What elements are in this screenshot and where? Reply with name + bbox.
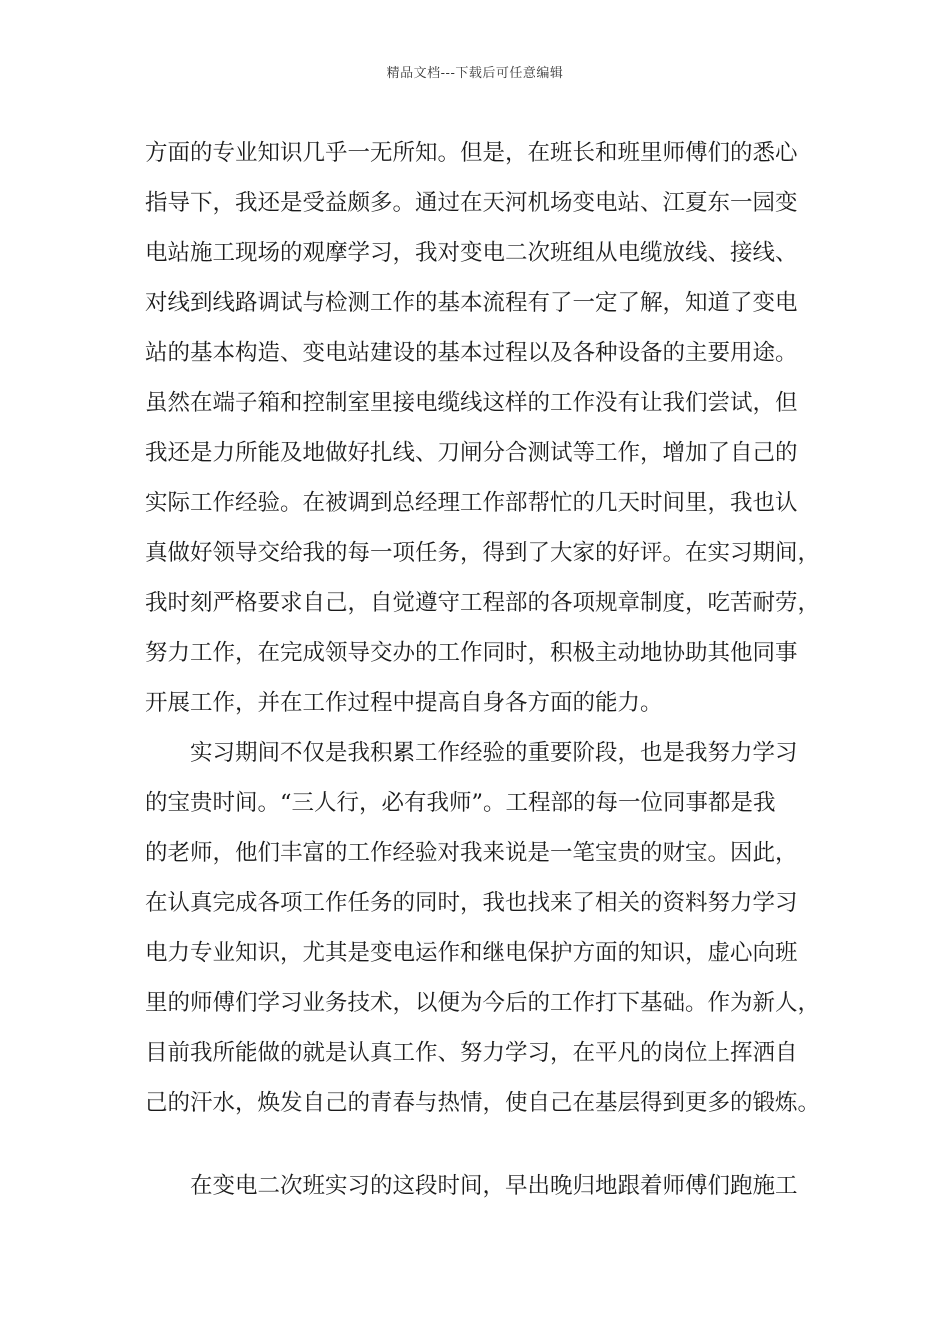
text-line: 我还是力所能及地做好扎线、刀闸分合测试等工作，增加了自己的 [145,440,798,466]
text-line: 己的汗水，焕发自己的青春与热情，使自己在基层得到更多的锻炼。 [145,1090,821,1116]
text-line: 电力专业知识，尤其是变电运作和继电保护方面的知识，虚心向班 [145,940,798,966]
paragraph-1 [145,128,825,728]
text-line: 我时刻严格要求自己，自觉遵守工程部的各项规章制度，吃苦耐劳， [145,590,821,616]
text-line: 电站施工现场的观摩学习，我对变电二次班组从电缆放线、接线、 [145,240,798,266]
text-line: 里的师傅们学习业务技术，以便为今后的工作打下基础。作为新人， [145,990,821,1016]
text-line: 的老师，他们丰富的工作经验对我来说是一笔宝贵的财宝。因此， [145,840,798,866]
text-line: 努力工作，在完成领导交办的工作同时，积极主动地协助其他同事 [145,640,798,666]
text-line: 实际工作经验。在被调到总经理工作部帮忙的几天时间里，我也认 [145,490,798,516]
body-text [145,128,825,1211]
text-line: 在认真完成各项工作任务的同时，我也找来了相关的资料努力学习 [145,890,798,916]
text-line: 方面的专业知识几乎一无所知。但是，在班长和班里师傅们的悉心 [145,140,798,166]
text-line: 的宝贵时间。“三人行，必有我师”。工程部的每一位同事都是我 [145,790,776,816]
text-line: 虽然在端子箱和控制室里接电缆线这样的工作没有让我们尝试，但 [145,390,798,416]
page-header: 精品文档---下载后可任意编辑 [386,66,564,81]
text-line: 指导下，我还是受益颇多。通过在天河机场变电站、江夏东一园变 [145,190,798,216]
paragraph-2 [145,728,825,1128]
text-line: 实习期间不仅是我积累工作经验的重要阶段，也是我努力学习 [190,740,798,766]
text-line: 真做好领导交给我的每一项任务，得到了大家的好评。在实习期间， [145,540,821,566]
text-line: 在变电二次班实习的这段时间，早出晚归地跟着师傅们跑施工 [190,1173,798,1199]
text-line: 站的基本构造、变电站建设的基本过程以及各种设备的主要用途。 [145,340,798,366]
paragraph-3 [145,1161,825,1211]
text-line: 对线到线路调试与检测工作的基本流程有了一定了解，知道了变电 [145,290,798,316]
text-line: 目前我所能做的就是认真工作、努力学习，在平凡的岗位上挥洒自 [145,1040,798,1066]
paragraph-gap [145,1128,825,1161]
text-line: 开展工作，并在工作过程中提高自身各方面的能力。 [145,690,663,716]
